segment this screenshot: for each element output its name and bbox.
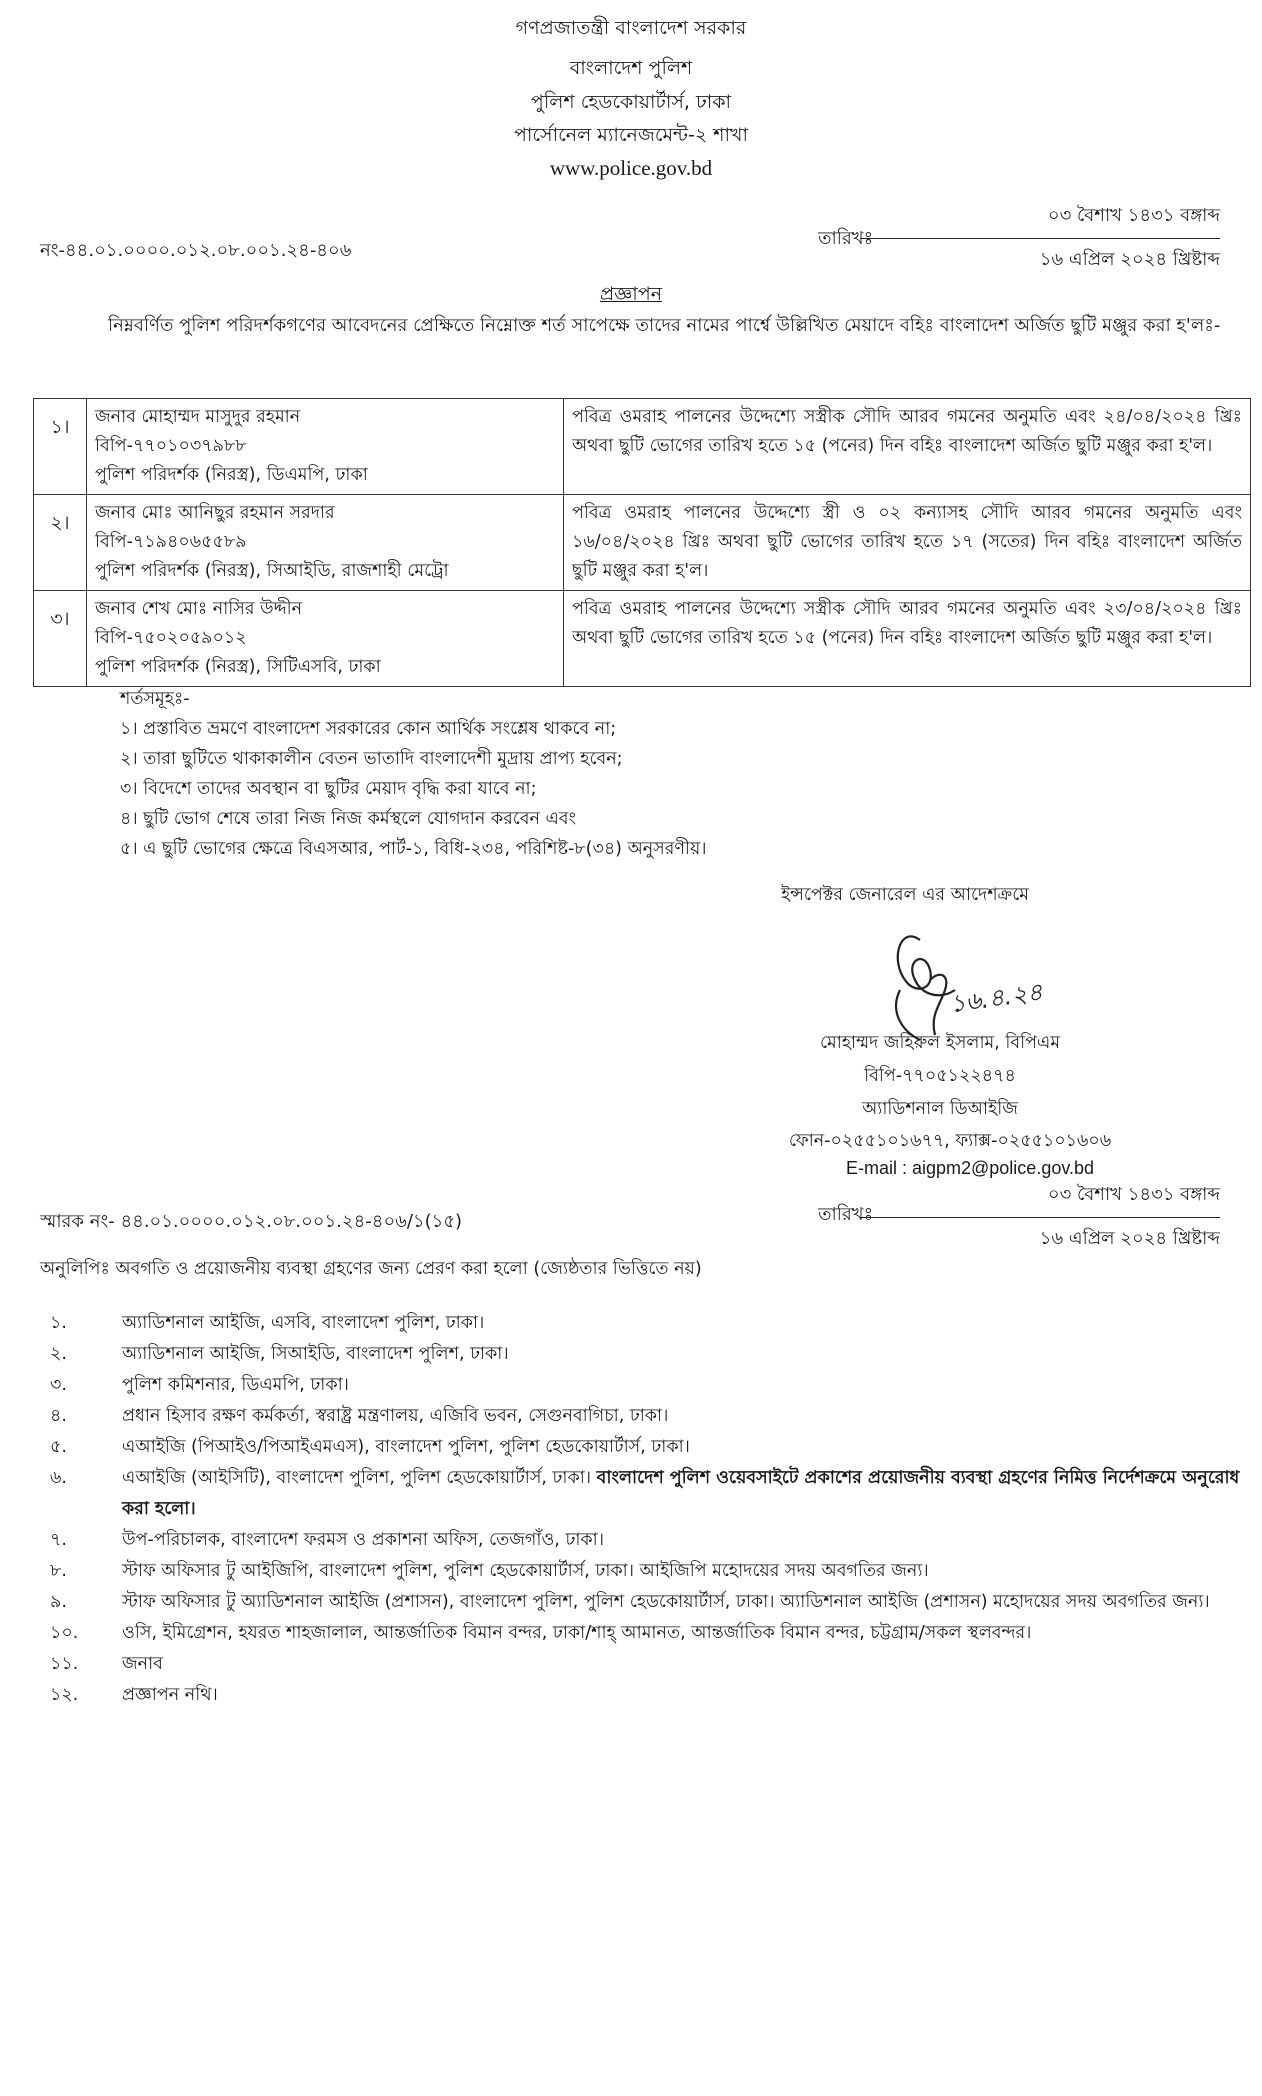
copy-item — [50, 1525, 1250, 1556]
officer-post: পুলিশ পরিদর্শক (নিরস্ত্র), ডিএমপি, ঢাকা — [95, 465, 368, 485]
copy-item — [50, 1401, 1250, 1432]
officer-cell — [87, 495, 564, 591]
copy-item-text-wrap — [122, 1339, 1250, 1370]
date-label: তারিখঃ — [818, 228, 874, 249]
copy-item-text-wrap — [122, 1525, 1250, 1556]
copy-item — [50, 1618, 1250, 1649]
table-row — [34, 591, 1251, 687]
leave-detail: পবিত্র ওমরাহ পালনের উদ্দেশ্যে স্ত্রী ও ০২ কন্যাসহ সৌদি আরব গমনের অনুমতি এবং ১৬/০৪/২০২৪ খ্রিঃ অথবা ছুটি ভোগের তারিখ হতে ১৭ (সতের) দিন বহিঃ বাংলাদেশ অর্জিত ছুটি মঞ্জুর করা হ'ল। — [564, 495, 1251, 591]
copy-list — [50, 1308, 1250, 1711]
copy-item-text: স্টাফ অফিসার টু অ্যাডিশনাল আইজি (প্রশাসন), বাংলাদেশ পুলিশ, পুলিশ হেডকোয়ার্টার্স, ঢাকা। অ্যাডিশনাল আইজি (প্রশাসন) মহোদয়ের সদয় অবগতির জন্য। — [122, 1592, 1210, 1612]
condition-item: ৪। ছুটি ভোগ শেষে তারা নিজ নিজ কর্মস্থলে যোগদান করবেন এবং — [120, 809, 577, 829]
copy-item-text-wrap — [122, 1649, 1250, 1680]
copy-item-text-wrap — [122, 1370, 1250, 1401]
copy-item — [50, 1370, 1250, 1401]
conditions-heading: শর্তসমূহঃ- — [120, 689, 190, 709]
copy-item-text: প্রধান হিসাব রক্ষণ কর্মকর্তা, স্বরাষ্ট্র মন্ত্রণালয়, এজিবি ভবন, সেগুনবাগিচা, ঢাকা। — [122, 1406, 669, 1426]
copy-item — [50, 1649, 1250, 1680]
branch-name: পার্সোনেল ম্যানেজমেন্ট-২ শাখা — [514, 124, 748, 146]
copy-item — [50, 1680, 1250, 1711]
copy-item-number: ৩. — [50, 1375, 67, 1395]
table-row — [34, 495, 1251, 591]
condition-item: ৩। বিদেশে তাদের অবস্থান বা ছুটির মেয়াদ বৃদ্ধি করা যাবে না; — [120, 779, 537, 799]
copy-item-text: এআইজি (পিআইও/পিআইএমএস), বাংলাদেশ পুলিশ, পুলিশ হেডকোয়ার্টার্স, ঢাকা। — [122, 1437, 690, 1457]
order-line: ইন্সপেক্টর জেনারেল এর আদেশক্রমে — [781, 885, 1029, 905]
officer-bp: বিপি-৭৫০২০৫৯০১২ — [95, 628, 247, 648]
row-number: ১। — [34, 399, 87, 495]
intro-paragraph: নিম্নবর্ণিত পুলিশ পরিদর্শকগণের আবেদনের প্রেক্ষিতে নিম্নোক্ত শর্ত সাপেক্ষে তাদের নামের পার্শ্বে উল্লিখিত মেয়াদে বহিঃ বাংলাদেশ অর্জিত ছুটি মঞ্জুর করা হ'লঃ- — [108, 315, 1221, 336]
govt-name: গণপ্রজাতন্ত্রী বাংলাদেশ সরকার — [515, 17, 747, 39]
copy-heading: অনুলিপিঃ অবগতি ও প্রয়োজনীয় ব্যবস্থা গ্রহণের জন্য প্রেরণ করা হলো (জ্যেষ্ঠতার ভিত্তিতে নয়) — [40, 1259, 702, 1279]
condition-item: ১। প্রস্তাবিত ভ্রমণে বাংলাদেশ সরকারের কোন আর্থিক সংশ্লেষ থাকবে না; — [120, 719, 617, 739]
reference-number: নং-৪৪.০১.০০০০.০১২.০৮.০০১.২৪-৪০৬ — [40, 240, 352, 261]
signatory-name: মোহাম্মদ জহিরুল ইসলাম, বিপিএম — [819, 1033, 1061, 1053]
document-title: প্রজ্ঞাপন — [599, 283, 663, 305]
copy-item-number: ৮. — [50, 1561, 67, 1581]
copy-item — [50, 1587, 1250, 1618]
org-name: বাংলাদেশ পুলিশ — [569, 57, 693, 79]
copy-item-text: ওসি, ইমিগ্রেশন, হযরত শাহজালাল, আন্তর্জাতিক বিমান বন্দর, ঢাকা/শাহ্ আমানত, আন্তর্জাতিক বিমান বন্দর, চট্টগ্রাম/সকল স্থলবন্দর। — [122, 1623, 1032, 1643]
copy-item-number: ৯. — [50, 1592, 67, 1612]
leave-table — [33, 398, 1251, 687]
officer-name: জনাব মোহাম্মদ মাসুদুর রহমান — [95, 407, 301, 427]
copy-item-text: অ্যাডিশনাল আইজি, এসবি, বাংলাদেশ পুলিশ, ঢাকা। — [122, 1313, 485, 1333]
date-bangla: ০৩ বৈশাখ ১৪৩১ বঙ্গাব্দ — [1047, 205, 1220, 226]
officer-cell — [87, 399, 564, 495]
signature-date: ১৬.৪.২৪ — [948, 977, 1045, 1019]
copy-item-text: প্রজ্ঞাপন নথি। — [122, 1685, 218, 1705]
signatory-designation: অ্যাডিশনাল ডিআইজি — [862, 1099, 1018, 1119]
row-number: ৩। — [34, 591, 87, 687]
officer-post: পুলিশ পরিদর্শক (নিরস্ত্র), সিআইডি, রাজশাহী মেট্রো — [95, 561, 449, 581]
copy-item-text: অ্যাডিশনাল আইজি, সিআইডি, বাংলাদেশ পুলিশ, ঢাকা। — [122, 1344, 509, 1364]
copy-item-text-wrap — [122, 1308, 1250, 1339]
officer-name: জনাব শেখ মোঃ নাসির উদ্দীন — [95, 599, 303, 619]
memo-date-block — [990, 1180, 1220, 1255]
copy-item-bold-text: বাংলাদেশ পুলিশ ওয়েবসাইটে প্রকাশের প্রয়োজনীয় ব্যবস্থা গ্রহণের নিমিত্ত নির্দেশক্রমে অনুরোধ করা হলো। — [122, 1468, 1240, 1519]
copy-item-text-wrap — [122, 1401, 1250, 1432]
copy-item-number: ৪. — [50, 1406, 67, 1426]
copy-item-number: ৫. — [50, 1437, 67, 1457]
copy-item-number: ১২. — [50, 1685, 79, 1705]
copy-item-text: এআইজি (আইসিটি), বাংলাদেশ পুলিশ, পুলিশ হেডকোয়ার্টার্স, ঢাকা। — [122, 1468, 592, 1488]
memo-date-divider — [860, 1217, 1220, 1218]
conditions — [120, 684, 707, 864]
copy-item — [50, 1432, 1250, 1463]
signatory-email[interactable]: E-mail : aigpm2@police.gov.bd — [845, 1158, 1095, 1178]
memo-number: স্মারক নং- ৪৪.০১.০০০০.০১২.০৮.০০১.২৪-৪০৬/১(১৫) — [40, 1211, 463, 1232]
condition-item: ২। তারা ছুটিতে থাকাকালীন বেতন ভাতাদি বাংলাদেশী মুদ্রায় প্রাপ্য হবেন; — [120, 749, 623, 769]
memo-date-bangla: ০৩ বৈশাখ ১৪৩১ বঙ্গাব্দ — [1047, 1184, 1220, 1205]
copy-item-text: উপ-পরিচালক, বাংলাদেশ ফরমস ও প্রকাশনা অফিস, তেজগাঁও, ঢাকা। — [122, 1530, 605, 1550]
copy-item-text: স্টাফ অফিসার টু আইজিপি, বাংলাদেশ পুলিশ, পুলিশ হেডকোয়ার্টার্স, ঢাকা। আইজিপি মহোদয়ের সদয় অবগতির জন্য। — [122, 1561, 929, 1581]
leave-detail: পবিত্র ওমরাহ পালনের উদ্দেশ্যে সস্ত্রীক সৌদি আরব গমনের অনুমতি এবং ২৩/০৪/২০২৪ খ্রিঃ অথবা ছুটি ভোগের তারিখ হতে ১৫ (পনের) দিন বহিঃ বাংলাদেশ অর্জিত ছুটি মঞ্জুর করা হ'ল। — [564, 591, 1251, 687]
date-block — [990, 201, 1220, 276]
memo-date-gregorian: ১৬ এপ্রিল ২০২৪ খ্রিষ্টাব্দ — [1039, 1228, 1220, 1249]
officer-name: জনাব মোঃ আনিছুর রহমান সরদার — [95, 503, 335, 523]
table-row — [34, 399, 1251, 495]
copy-item-text: জনাব — [122, 1654, 163, 1674]
memo-date-label: তারিখঃ — [818, 1204, 874, 1225]
website: www.police.gov.bd — [549, 156, 713, 180]
leave-detail: পবিত্র ওমরাহ পালনের উদ্দেশ্যে সস্ত্রীক সৌদি আরব গমনের অনুমতি এবং ২৪/০৪/২০২৪ খ্রিঃ অথবা ছুটি ভোগের তারিখ হতে ১৫ (পনের) দিন বহিঃ বাংলাদেশ অর্জিত ছুটি মঞ্জুর করা হ'ল। — [564, 399, 1251, 495]
copy-item-number: ৭. — [50, 1530, 67, 1550]
signatory-phone-fax: ফোন-০২৫৫১০১৬৭৭, ফ্যাক্স-০২৫৫১০১৬০৬ — [788, 1131, 1112, 1151]
copy-item-text-wrap — [122, 1680, 1250, 1711]
copy-item-text-wrap — [122, 1432, 1250, 1463]
copy-item — [50, 1339, 1250, 1370]
signatory-bp: বিপি-৭৭০৫১২২৪৭৪ — [864, 1066, 1016, 1086]
date-gregorian: ১৬ এপ্রিল ২০২৪ খ্রিষ্টাব্দ — [1039, 249, 1220, 270]
copy-item-number: ১. — [50, 1313, 67, 1333]
copy-item-text-wrap — [122, 1587, 1250, 1618]
copy-item-number: ২. — [50, 1344, 67, 1364]
officer-post: পুলিশ পরিদর্শক (নিরস্ত্র), সিটিএসবি, ঢাকা — [95, 657, 381, 677]
copy-item-text-wrap — [122, 1618, 1250, 1649]
office-name: পুলিশ হেডকোয়ার্টার্স, ঢাকা — [530, 91, 732, 113]
copy-item — [50, 1308, 1250, 1339]
copy-item — [50, 1463, 1250, 1525]
copy-item-number: ১১. — [50, 1654, 79, 1674]
row-number: ২। — [34, 495, 87, 591]
condition-item: ৫। এ ছুটি ভোগের ক্ষেত্রে বিএসআর, পার্ট-১, বিধি-২৩৪, পরিশিষ্ট-৮(৩৪) অনুসরণীয়। — [120, 839, 707, 859]
copy-item-number: ১০. — [50, 1623, 79, 1643]
copy-item-number: ৬. — [50, 1468, 67, 1488]
copy-item — [50, 1556, 1250, 1587]
copy-item-text: পুলিশ কমিশনার, ডিএমপি, ঢাকা। — [122, 1375, 349, 1395]
officer-bp: বিপি-৭১৯৪০৬৫৫৮৯ — [95, 532, 247, 552]
copy-item-text-wrap — [122, 1556, 1250, 1587]
officer-bp: বিপি-৭৭০১০৩৭৯৮৮ — [95, 436, 247, 456]
date-divider — [860, 238, 1220, 239]
officer-cell — [87, 591, 564, 687]
copy-item-text-wrap — [122, 1463, 1250, 1525]
